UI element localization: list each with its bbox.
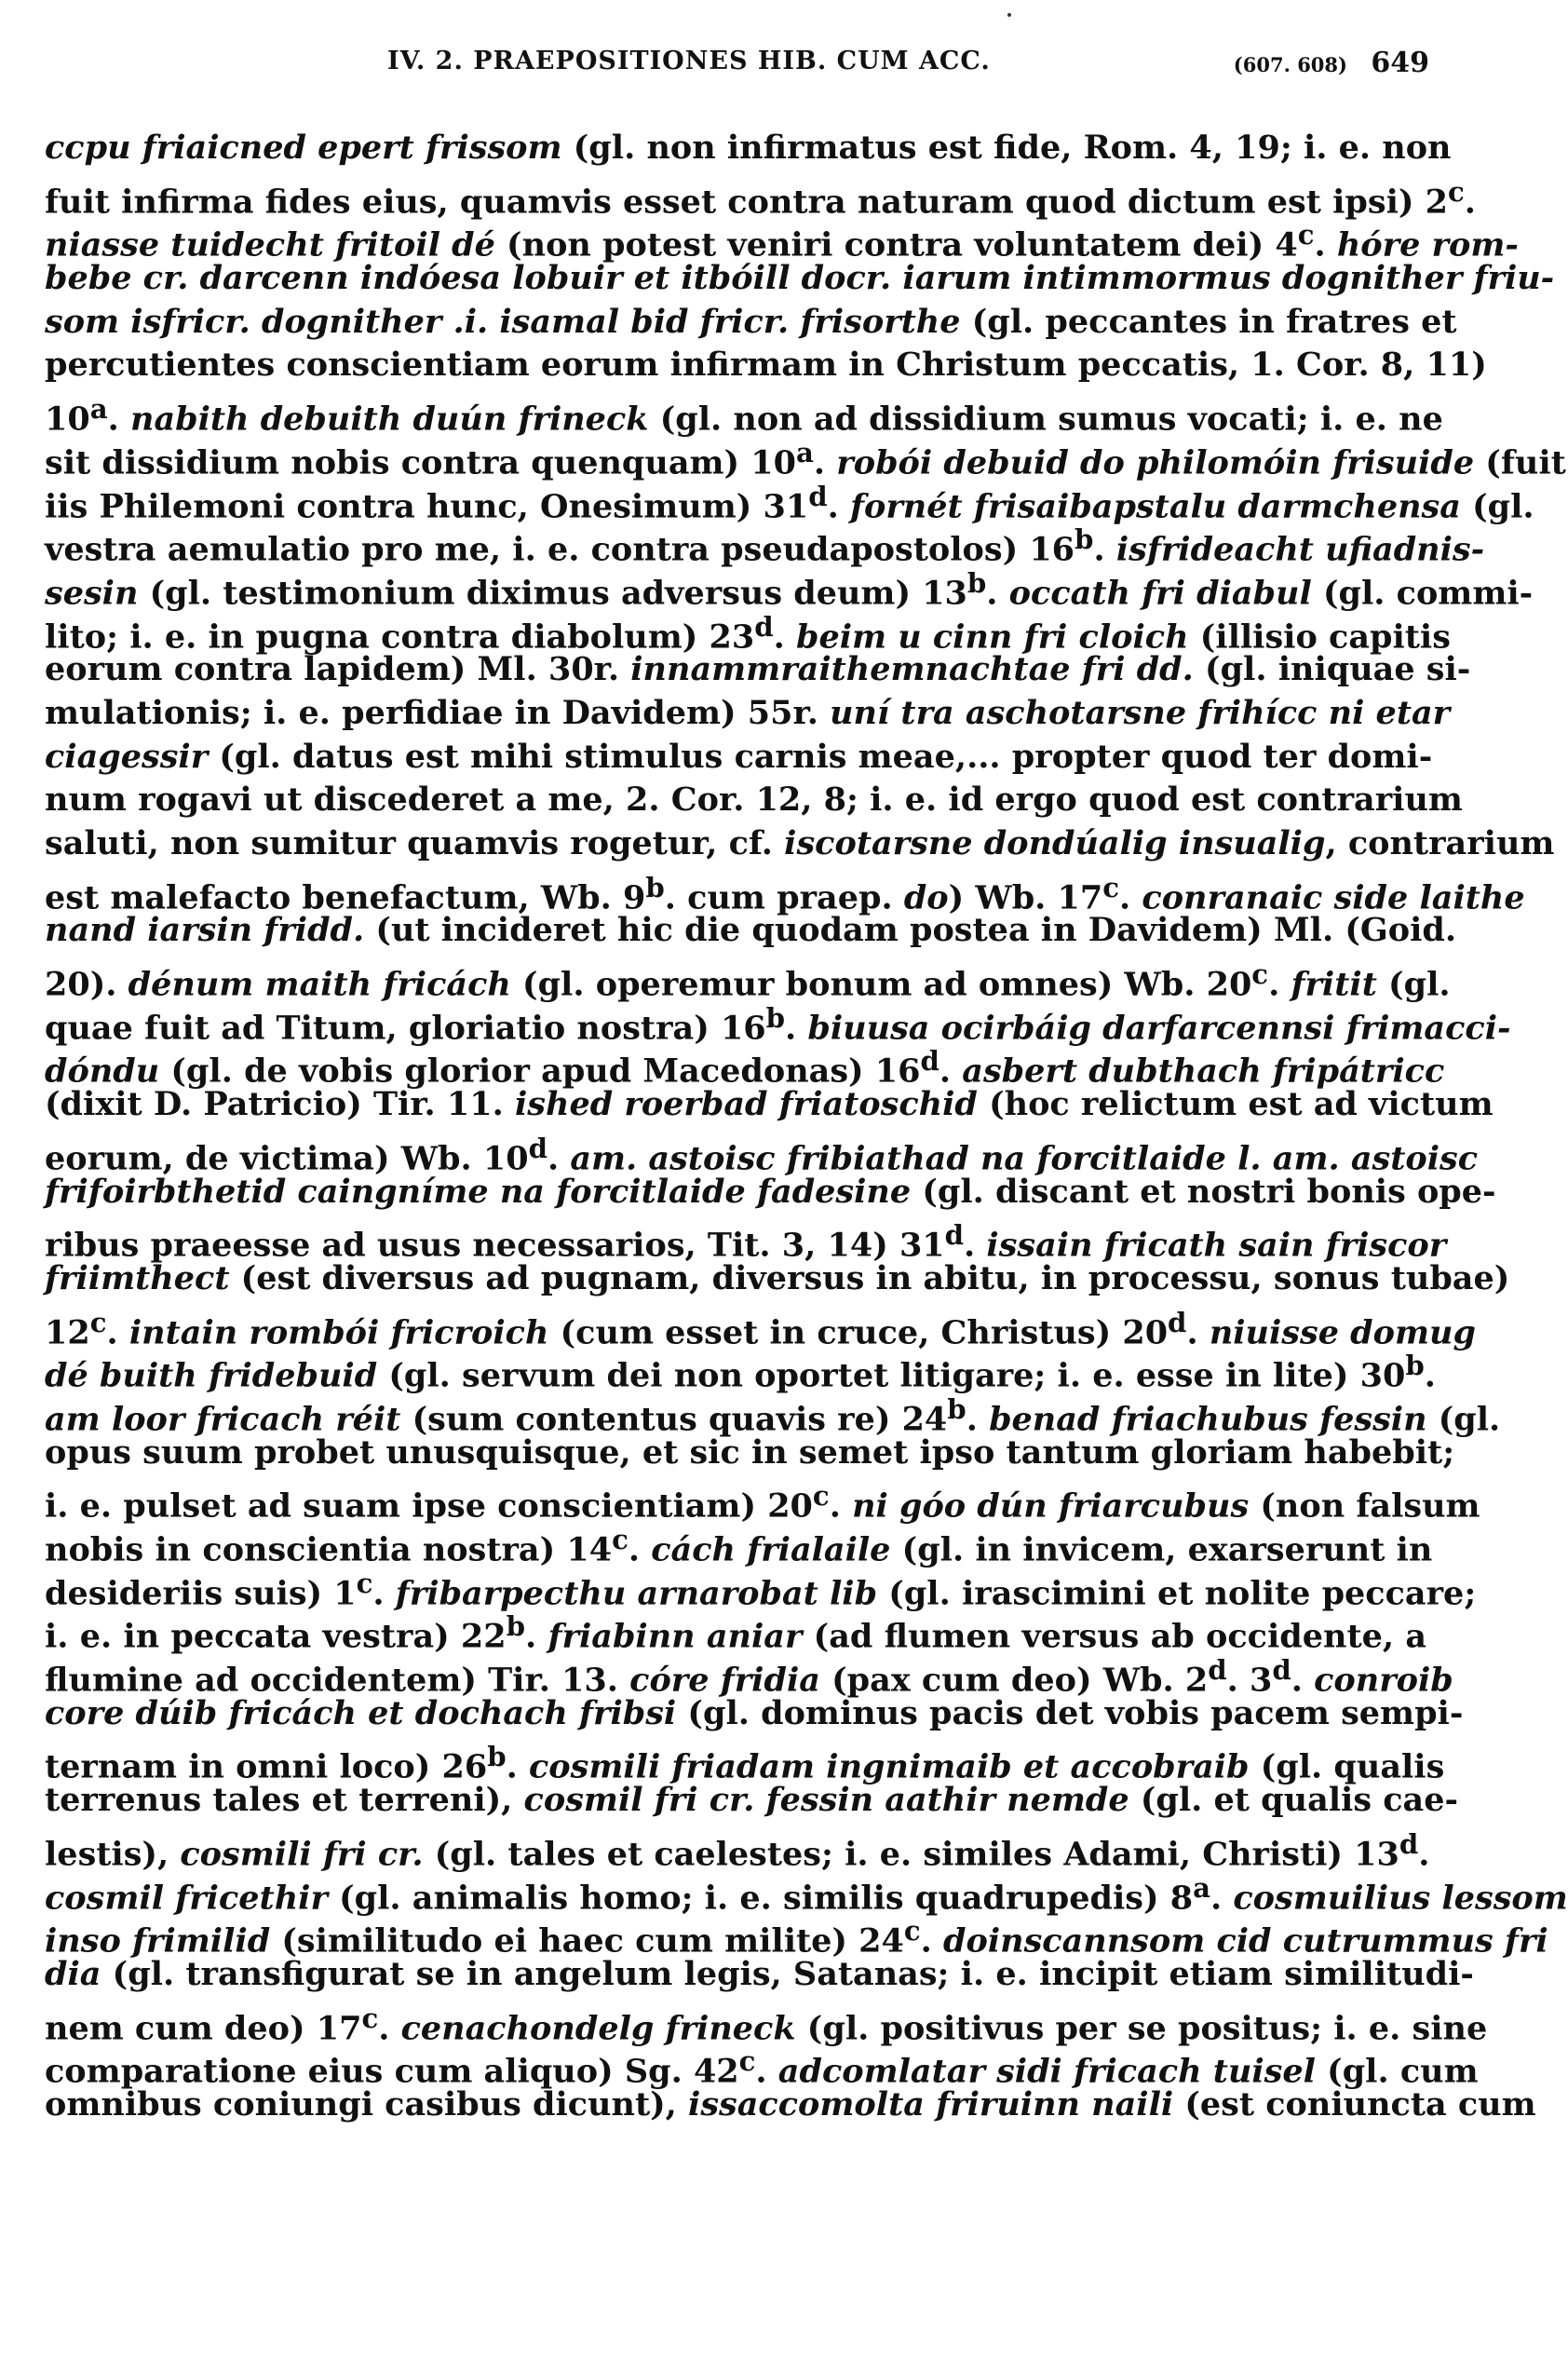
section-title: IV. 2. PRAEPOSITIONES HIB. CUM ACC.	[387, 47, 991, 75]
text-line: saluti, non sumitur quamvis rogetur, cf. iscotarsne dondúalig insualig, contrarium	[45, 824, 1555, 862]
text-line: opus suum probet unusquisque, et sic in semet ipso tantum gloriam habebit;	[45, 1432, 1455, 1472]
text-line: flumine ad occidentem) Tir. 13. córe fridia (pax cum deo) Wb. 2$^d$. 3$^d$. conroib	[45, 1654, 1453, 1700]
body-text	[45, 127, 1568, 2127]
text-line: nem cum deo) 17$^c$. cenachondelg frineck (gl. positivus per se positus; i. e. sine	[45, 2002, 1488, 2048]
text-line: dia (gl. transfigurat se in angelum legis, Satanas; i. e. incipit etiam similitudi-	[45, 1954, 1474, 1993]
text-line: frifoirbthetid caingníme na forcitlaide fadesine (gl. discant et nostri bonis ope-	[45, 1172, 1496, 1211]
text-line: fuit infirma fides eius, quamvis esset contra naturam quod dictum est ipsi) 2$^c$.	[45, 175, 1476, 222]
speck	[1007, 13, 1011, 17]
text-line: (dixit D. Patricio) Tir. 11. ished roerbad friatoschid (hoc relictum est ad victum	[45, 1085, 1494, 1124]
text-line: inso frimilid (similitudo ei haec cum milite) 24$^c$. doinscannsom cid cutrummus fri	[45, 1915, 1548, 1961]
text-line: nobis in conscientia nostra) 14$^c$. cách frialaile (gl. in invicem, exarserunt in	[45, 1524, 1433, 1569]
text-line: dóndu (gl. de vobis glorior apud Macedonas) 16$^d$. asbert dubthach fripátricc	[45, 1045, 1445, 1092]
text-line: terrenus tales et terreni), cosmil fri cr. fessin aathir nemde (gl. et qualis cae-	[45, 1781, 1459, 1820]
text-line: ribus praeesse ad usus necessarios, Tit. 3, 14) 31$^d$. issain fricath sain friscor	[45, 1219, 1447, 1265]
text-line: ccpu friaicned epert frissom (gl. non infirmatus est fide, Rom. 4, 19; i. e. non	[45, 129, 1452, 167]
text-line: lestis), cosmili fri cr. (gl. tales et caelestes; i. e. similes Adami, Christi) 13$^d$.	[45, 1827, 1430, 1874]
text-line: am loor fricach réit (sum contentus quavis re) 24$^b$. benad friachubus fessin (gl.	[45, 1392, 1501, 1439]
text-line: iis Philemoni contra hunc, Onesimum) 31$^d$. fornét frisaibapstalu darmchensa (gl.	[45, 480, 1534, 526]
text-line: sesin (gl. testimonium diximus adversus deum) 13$^b$. occath fri diabul (gl. commi-	[45, 566, 1534, 613]
text-line: nand iarsin fridd. (ut incideret hic die quodam postea in Davidem) Ml. (Goid.	[45, 911, 1457, 950]
text-line: i. e. pulset ad suam ipse conscientiam) 20$^c$. ni góo dún friarcubus (non falsum	[45, 1480, 1480, 1526]
text-line: bebe cr. darcenn indóesa lobuir et itbóill docr. iarum intimmormus dognither friu-	[45, 259, 1555, 298]
text-line: lito; i. e. in pugna contra diabolum) 23$^d$. beim u cinn fri cloich (illisio capitis	[45, 610, 1451, 657]
text-line: num rogavi ut discederet a me, 2. Cor. 12, 8; i. e. id ergo quod est contrarium	[45, 780, 1463, 820]
text-line: i. e. in peccata vestra) 22$^b$. friabinn aniar (ad flumen versus ab occidente, a	[45, 1610, 1427, 1657]
text-line: cosmil fricethir (gl. animalis homo; i. e. similis quadrupedis) 8$^a$. cosmuilius lessom	[45, 1871, 1568, 1918]
text-line: dé buith fridebuid (gl. servum dei non oportet litigare; i. e. esse in lite) 30$^b$.	[45, 1350, 1436, 1395]
text-line: quae fuit ad Titum, gloriatio nostra) 16$^b$. biuusa ocirbáig darfarcennsi frimacci-	[45, 1001, 1511, 1048]
running-header	[130, 47, 1429, 89]
text-line: ternam in omni loco) 26$^b$. cosmili friadam ingnimaib et accobraib (gl. qualis	[45, 1741, 1445, 1787]
text-line: core dúib fricách et dochach fribsi (gl. dominus pacis det vobis pacem sempi-	[45, 1693, 1464, 1732]
text-line: ciagessir (gl. datus est mihi stimulus carnis meae,... propter quod ter domi-	[45, 737, 1433, 776]
text-line: niasse tuidecht fritoil dé (non potest veniri contra voluntatem dei) 4$^c$. hóre rom-	[45, 219, 1519, 265]
section-refs: (607. 608)	[1233, 53, 1347, 76]
text-line: omnibus coniungi casibus dicunt), issaccomolta friruinn naili (est coniuncta cum	[45, 2084, 1536, 2124]
text-line: comparatione eius cum aliquo) Sg. 42$^c$. adcomlatar sidi fricach tuisel (gl. cum	[45, 2045, 1479, 2091]
text-line: som isfricr. dognither .i. isamal bid fricr. frisorthe (gl. peccantes in fratres et	[45, 302, 1457, 341]
page-ref-group	[1234, 47, 1429, 79]
text-line: vestra aemulatio pro me, i. e. contra pseudapostolos) 16$^b$. isfrideacht ufiadnis-	[45, 523, 1485, 569]
text-line: eorum contra lapidem) Ml. 30r. innammraithemnachtae fri dd. (gl. iniquae si-	[45, 650, 1471, 689]
text-line: 10$^a$. nabith debuith duún frineck (gl. non ad dissidium sumus vocati; i. e. ne	[45, 393, 1443, 439]
text-line: sit dissidium nobis contra quenquam) 10$^a$. robói debuid do philomóin frisuide (fuit	[45, 436, 1566, 482]
text-line: desideriis suis) 1$^c$. fribarpecthu arnarobat lib (gl. irascimini et nolite peccare;	[45, 1567, 1477, 1613]
text-line: 12$^c$. intain rombói fricroich (cum esset in cruce, Christus) 20$^d$. niuisse domug	[45, 1306, 1476, 1352]
text-line: est malefacto benefactum, Wb. 9$^b$. cum praep. do) Wb. 17$^c$. conranaic side laithe	[45, 871, 1525, 917]
text-line: eorum, de victima) Wb. 10$^d$. am. astoisc fribiathad na forcitlaide l. am. astoisc	[45, 1132, 1479, 1178]
text-line: percutientes conscientiam eorum infirmam in Christum peccatis, 1. Cor. 8, 11)	[45, 346, 1487, 385]
text-line: friimthect (est diversus ad pugnam, diversus in abitu, in processu, sonus tubae)	[45, 1258, 1510, 1297]
page-number: 649	[1371, 47, 1429, 79]
text-line: mulationis; i. e. perfidiae in Davidem) 55r. uní tra aschotarsne frihícc ni etar	[45, 693, 1451, 732]
text-line: 20). dénum maith fricách (gl. operemur bonum ad omnes) Wb. 20$^c$. fritit (gl.	[45, 958, 1451, 1004]
